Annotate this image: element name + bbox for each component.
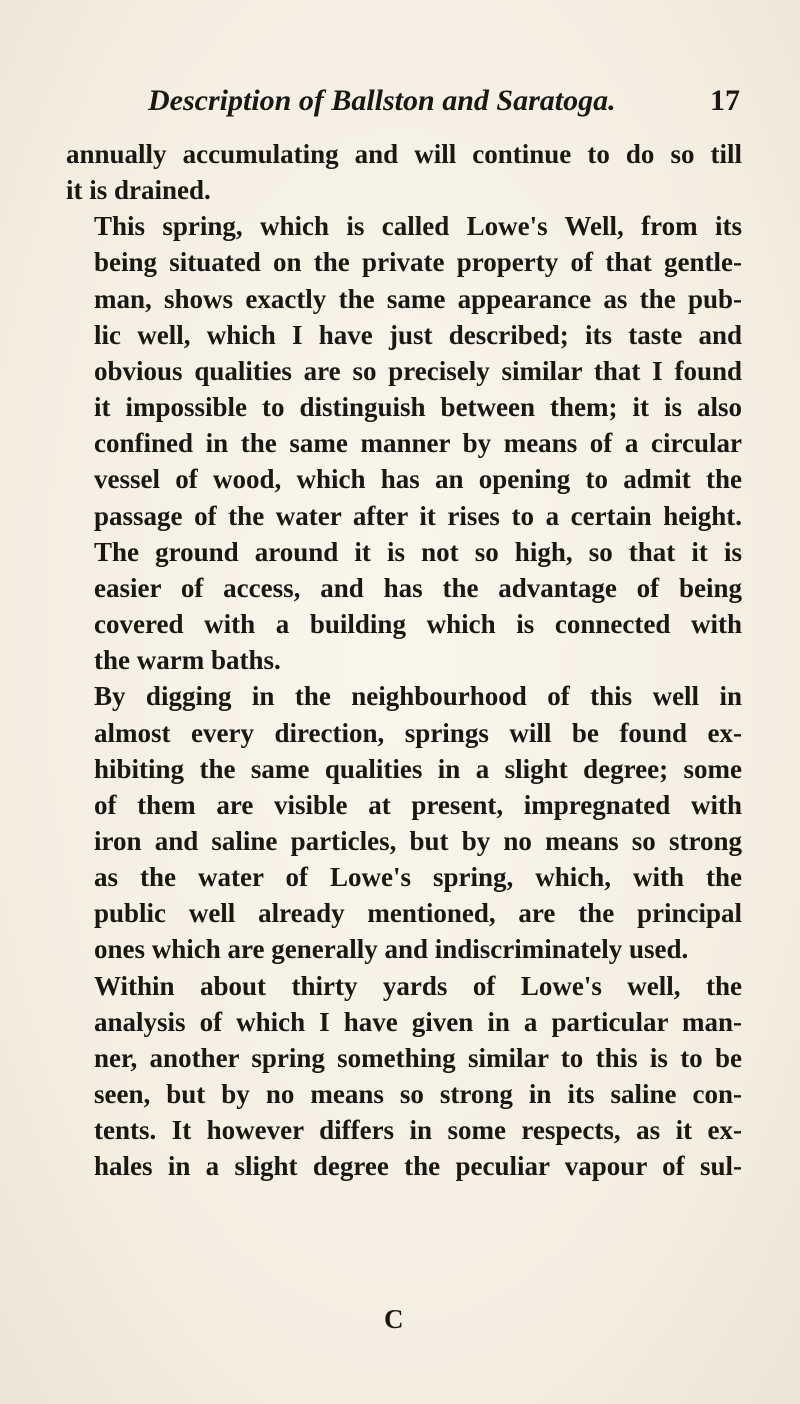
text-line: of them are visible at present, impregnated with: [94, 789, 742, 820]
text-line: hales in a slight degree the peculiar vapour of sul-: [94, 1151, 742, 1182]
text-line: passage of the water after it rises to a certain height.: [94, 500, 742, 531]
text-line: it is drained.: [66, 175, 211, 206]
running-head: [66, 84, 742, 124]
text-line: hibiting the same qualities in a slight degree; some: [94, 753, 742, 784]
text-line: tents. It however differs in some respects, as it ex-: [94, 1115, 742, 1146]
text-line: seen, but by no means so strong in its saline con-: [94, 1079, 742, 1110]
text-line: the warm baths.: [94, 645, 281, 676]
text-line: iron and saline particles, but by no means so strong: [94, 825, 742, 856]
text-line: ones which are generally and indiscriminately used.: [94, 934, 689, 965]
text-line: it impossible to distinguish between them; it is also: [94, 392, 742, 423]
text-line: This spring, which is called Lowe's Well, from its: [94, 211, 742, 242]
text-line: obvious qualities are so precisely similar that I found: [94, 355, 742, 386]
paragraph-3: [66, 678, 742, 967]
text-line: lic well, which I have just described; its taste and: [94, 319, 742, 350]
signature-mark: C: [384, 1304, 404, 1334]
text-line: public well already mentioned, are the principal: [94, 898, 742, 929]
text-line: By digging in the neighbourhood of this well in: [94, 681, 742, 712]
text-line: being situated on the private property of that gentle-: [94, 247, 742, 278]
running-title: Description of Ballston and Saratoga.: [148, 84, 616, 117]
text-line: vessel of wood, which has an opening to admit the: [94, 464, 742, 495]
text-line: covered with a building which is connected with: [94, 609, 742, 640]
paragraph-4: [66, 968, 742, 1185]
text-line: as the water of Lowe's spring, which, with the: [94, 862, 742, 893]
text-line: analysis of which I have given in a particular man-: [94, 1006, 742, 1037]
paragraph-1: [66, 136, 742, 208]
text-line: Within about thirty yards of Lowe's well, the: [94, 970, 742, 1001]
text-line: almost every direction, springs will be found ex-: [94, 717, 742, 748]
page-number: 17: [710, 84, 740, 117]
body-text: [66, 136, 742, 1185]
paragraph-2: [66, 208, 742, 678]
text-line: confined in the same manner by means of a circular: [94, 428, 742, 459]
text-line: ner, another spring something similar to this is to be: [94, 1042, 742, 1073]
text-line: The ground around it is not so high, so that it is: [94, 536, 742, 567]
text-line: man, shows exactly the same appearance as the pub-: [94, 283, 742, 314]
text-line: annually accumulating and will continue to do so till: [66, 139, 742, 169]
text-line: easier of access, and has the advantage of being: [94, 572, 742, 603]
